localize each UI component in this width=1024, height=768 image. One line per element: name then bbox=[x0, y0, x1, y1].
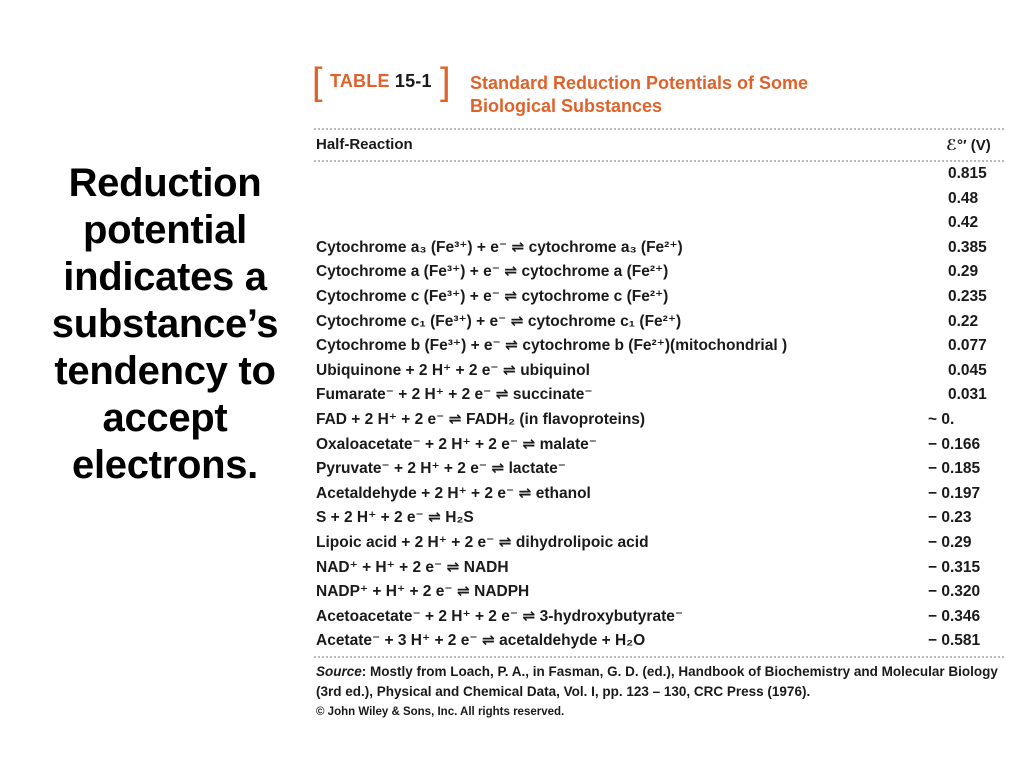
caption-line: electrons. bbox=[72, 443, 258, 487]
reduction-potential: 0.385 bbox=[948, 238, 987, 256]
half-reaction: Acetaldehyde + 2 H⁺ + 2 e⁻ ⇌ ethanol bbox=[316, 484, 591, 502]
reduction-potential: 0.031 bbox=[948, 386, 987, 404]
half-reaction: Cytochrome a (Fe³⁺) + e⁻ ⇌ cytochrome a (Fe²⁺) bbox=[316, 263, 669, 281]
half-reaction: Ubiquinone + 2 H⁺ + 2 e⁻ ⇌ ubiquinol bbox=[316, 361, 590, 379]
reduction-potential: − 0.166 bbox=[928, 435, 981, 453]
half-reaction: Cytochrome c₁ (Fe³⁺) + e⁻ ⇌ cytochrome c₁ (Fe²⁺) bbox=[316, 312, 682, 330]
reduction-potential: − 0.23 bbox=[928, 509, 972, 527]
table-row bbox=[0, 359, 1024, 384]
reduction-potential: − 0.197 bbox=[928, 484, 981, 502]
reduction-potential: − 0.185 bbox=[928, 460, 981, 478]
table-title: Standard Reduction Potentials of Some Biological Substances bbox=[470, 73, 809, 116]
caption-line: Reduction bbox=[68, 161, 262, 205]
table-row bbox=[0, 211, 1024, 236]
reduction-potential: 0.22 bbox=[948, 312, 979, 330]
caption-line: accept bbox=[102, 396, 228, 440]
reduction-potential: − 0.29 bbox=[928, 534, 972, 551]
table-row bbox=[0, 433, 1024, 458]
table-label-number: 15-1 bbox=[394, 71, 432, 91]
caption-line: tendency to bbox=[54, 349, 276, 393]
caption-line: potential bbox=[83, 208, 247, 252]
reduction-potential: 0.42 bbox=[948, 214, 979, 232]
table-header bbox=[312, 62, 1012, 122]
reduction-potential: 0.235 bbox=[948, 288, 987, 305]
table-row bbox=[0, 580, 1024, 605]
table-row bbox=[0, 629, 1024, 654]
column-header-potential: ℰ°′ (V) bbox=[946, 137, 991, 154]
reduction-potential: ~ 0. bbox=[928, 411, 955, 428]
reduction-potential: − 0.320 bbox=[928, 583, 981, 601]
table-row bbox=[0, 236, 1024, 261]
copyright: © John Wiley & Sons, Inc. All rights reserved. bbox=[316, 706, 565, 718]
source-text: : Mostly from Loach, P. A., in Fasman, G. D. (ed.), Handbook of Biochemistry and Molecular Biology (3rd ed.), Physical and Chemical Data, Vol. I, pp. 123 – 130, CRC Press (1976). bbox=[316, 664, 998, 699]
table-row bbox=[0, 408, 1024, 433]
table-row bbox=[0, 605, 1024, 630]
reduction-potential: − 0.346 bbox=[928, 607, 981, 625]
half-reaction: Acetoacetate⁻ + 2 H⁺ + 2 e⁻ ⇌ 3-hydroxybutyrate⁻ bbox=[316, 607, 684, 625]
half-reaction: Pyruvate⁻ + 2 H⁺ + 2 e⁻ ⇌ lactate⁻ bbox=[316, 460, 566, 478]
caption-line: substance’s bbox=[51, 302, 279, 346]
caption-line: indicates a bbox=[63, 255, 267, 299]
reduction-potential: − 0.581 bbox=[928, 632, 981, 650]
reduction-potential: 0.29 bbox=[948, 263, 979, 281]
reduction-potential: − 0.315 bbox=[928, 558, 981, 576]
bracket-open: [ bbox=[312, 61, 323, 103]
table-row bbox=[0, 187, 1024, 212]
table-row bbox=[0, 285, 1024, 310]
half-reaction: Lipoic acid + 2 H⁺ + 2 e⁻ ⇌ dihydrolipoic acid bbox=[316, 534, 649, 551]
reduction-potential: 0.045 bbox=[948, 361, 987, 379]
half-reaction: NAD⁺ + H⁺ + 2 e⁻ ⇌ NADH bbox=[316, 558, 509, 576]
reduction-potential: 0.48 bbox=[948, 189, 979, 207]
half-reaction: Acetate⁻ + 3 H⁺ + 2 e⁻ ⇌ acetaldehyde + H₂O bbox=[316, 632, 646, 650]
divider-top bbox=[314, 128, 1004, 130]
half-reaction: NADP⁺ + H⁺ + 2 e⁻ ⇌ NADPH bbox=[316, 583, 530, 601]
table-label-word: TABLE bbox=[330, 71, 390, 91]
half-reaction: Fumarate⁻ + 2 H⁺ + 2 e⁻ ⇌ succinate⁻ bbox=[316, 386, 593, 404]
reduction-potential: 0.815 bbox=[948, 165, 987, 182]
half-reaction: Oxaloacetate⁻ + 2 H⁺ + 2 e⁻ ⇌ malate⁻ bbox=[316, 435, 597, 453]
table-row bbox=[0, 556, 1024, 581]
table-label bbox=[330, 71, 432, 92]
table-row bbox=[0, 482, 1024, 507]
table-row bbox=[0, 531, 1024, 556]
bracket-close: ] bbox=[440, 61, 451, 103]
table-row bbox=[0, 162, 1024, 187]
half-reaction: Cytochrome a₃ (Fe³⁺) + e⁻ ⇌ cytochrome a₃ (Fe²⁺) bbox=[316, 238, 683, 256]
table-row bbox=[0, 310, 1024, 335]
table-row bbox=[0, 383, 1024, 408]
table-row bbox=[0, 457, 1024, 482]
divider-bottom bbox=[314, 656, 1004, 658]
source-note bbox=[316, 662, 1001, 702]
source-label: Source bbox=[316, 664, 362, 679]
reduction-potential: 0.077 bbox=[948, 337, 987, 355]
column-header-reaction: Half-Reaction bbox=[316, 136, 413, 153]
table-row bbox=[0, 506, 1024, 531]
half-reaction: FAD + 2 H⁺ + 2 e⁻ ⇌ FADH₂ (in flavoproteins) bbox=[316, 411, 646, 428]
half-reaction: S + 2 H⁺ + 2 e⁻ ⇌ H₂S bbox=[316, 509, 474, 527]
table-row bbox=[0, 334, 1024, 359]
half-reaction: Cytochrome c (Fe³⁺) + e⁻ ⇌ cytochrome c (Fe²⁺) bbox=[316, 288, 669, 305]
table-row bbox=[0, 260, 1024, 285]
half-reaction: Cytochrome b (Fe³⁺) + e⁻ ⇌ cytochrome b (Fe²⁺)(mitochondrial ) bbox=[316, 337, 788, 355]
